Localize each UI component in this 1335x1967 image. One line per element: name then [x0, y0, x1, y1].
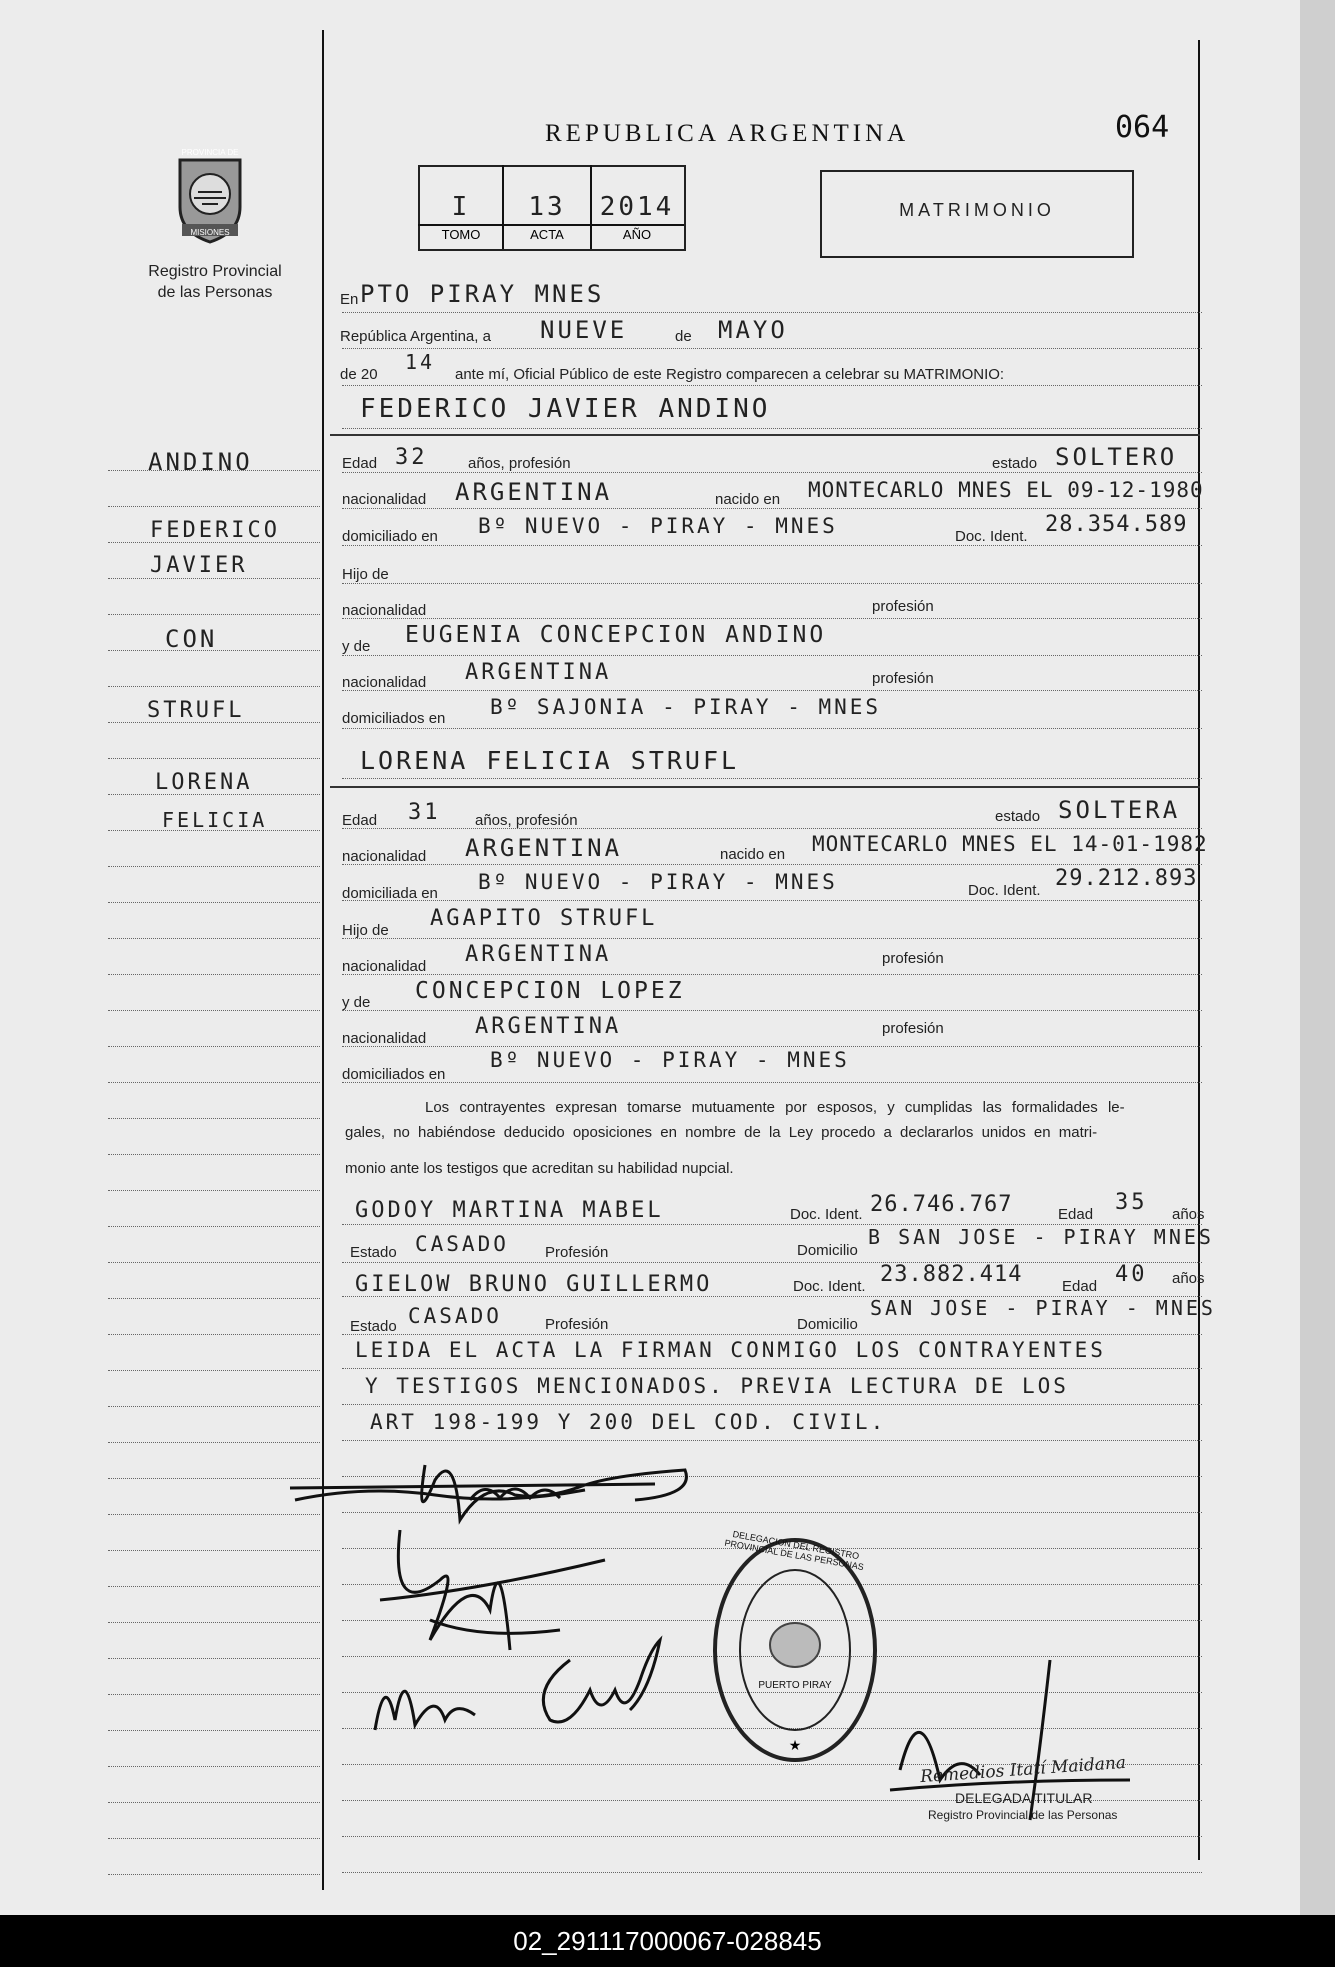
witness1-age: 35	[1115, 1190, 1148, 1215]
stamp-round-text: DELEGACION DEL REGISTRO PROVINCIAL DE LAS PERSONAS	[723, 1529, 865, 1573]
tomo-label: TOMO	[441, 227, 481, 242]
month: MAYO	[718, 316, 788, 344]
margin-rule-line	[108, 614, 320, 615]
witness1-name: GODOY MARTINA MABEL	[355, 1198, 664, 1223]
acta-value: 13	[528, 192, 566, 222]
republica-label: República Argentina, a	[340, 328, 491, 345]
de-label: de	[675, 328, 692, 345]
groom-anos-label: años, profesión	[468, 455, 571, 472]
stamp-center-text: PUERTO PIRAY	[758, 1680, 832, 1691]
closing-line-3: ART 198-199 Y 200 DEL COD. CIVIL.	[370, 1410, 887, 1434]
groom-hijo-label: Hijo de	[342, 566, 389, 583]
registry-name-1: Registro Provincial	[148, 263, 282, 280]
bride-edad-label: Edad	[342, 812, 378, 829]
margin-rule-line	[108, 794, 320, 795]
bride-doms-label: domiciliados en	[342, 1066, 446, 1083]
witness1-anos-label: años	[1172, 1206, 1205, 1223]
margin-rule-line	[108, 974, 320, 975]
bride-anos-label: años, profesión	[475, 812, 578, 829]
groom-address: Bº NUEVO - PIRAY - MNES	[478, 514, 838, 538]
groom-edad-label: Edad	[342, 455, 378, 472]
witness2-estado-label: Estado	[350, 1318, 397, 1335]
margin-rule-line	[108, 470, 320, 471]
witness2-doc: 23.882.414	[880, 1262, 1023, 1287]
margin-note: ANDINO	[148, 448, 253, 476]
registry-name-2: de las Personas	[157, 284, 273, 301]
groom-doc-label: Doc. Ident.	[955, 528, 1028, 545]
page-edge	[1300, 0, 1335, 1915]
bride-birth: MONTECARLO MNES EL 14-01-1982	[812, 832, 1208, 856]
groom-age: 32	[395, 445, 428, 470]
margin-rule-line	[108, 1190, 320, 1191]
country-title: REPUBLICA ARGENTINA	[545, 120, 910, 147]
rule-line	[342, 1872, 1202, 1873]
margin-note: JAVIER	[150, 553, 248, 578]
bride-doc-label: Doc. Ident.	[968, 882, 1041, 899]
bride-mnat-label: nacionalidad	[342, 1030, 427, 1047]
act-type: MATRIMONIO	[899, 200, 1055, 220]
seal-text-bottom: MISIONES	[190, 228, 230, 237]
tomo-value: I	[451, 192, 471, 222]
officer-title: DELEGADA TITULAR	[955, 1790, 1093, 1806]
closing-line-1: LEIDA EL ACTA LA FIRMAN CONMIGO LOS CONTRAYENTES	[355, 1338, 1106, 1362]
groom-parents-address: Bº SAJONIA - PIRAY - MNES	[490, 695, 882, 719]
day: NUEVE	[540, 316, 628, 344]
signature-witness1	[365, 1650, 485, 1745]
bride-dom-label: domiciliada en	[342, 885, 438, 902]
year-suffix: 14	[405, 350, 436, 374]
witness1-address: B SAN JOSE - PIRAY MNES	[868, 1225, 1214, 1249]
witness1-prof-label: Profesión	[545, 1244, 609, 1261]
margin-rule-line	[108, 1154, 320, 1155]
margin-rule-line	[108, 1766, 320, 1767]
bride-nacido-label: nacido en	[720, 846, 786, 863]
margin-rule-line	[108, 902, 320, 903]
margin-rule-line	[108, 1334, 320, 1335]
groom-doc: 28.354.589	[1045, 512, 1188, 537]
margin-note: FELICIA	[162, 808, 268, 832]
box-divider	[418, 224, 684, 226]
declaration-line-1: Los contrayentes expresan tomarse mutuamente por esposos, y cumplidas las formalidades le-	[425, 1099, 1125, 1116]
bride-father: AGAPITO STRUFL	[430, 906, 658, 931]
witness2-age: 40	[1115, 1262, 1148, 1287]
section-rule	[330, 786, 1200, 788]
margin-rule-line	[108, 1046, 320, 1047]
rule-line	[342, 1836, 1202, 1837]
margin-rule-line	[108, 1226, 320, 1227]
witness1-dom-label: Domicilio	[797, 1242, 858, 1259]
witness2-name: GIELOW BRUNO GUILLERMO	[355, 1272, 713, 1297]
groom-mother: EUGENIA CONCEPCION ANDINO	[405, 622, 827, 648]
margin-rule-line	[108, 758, 320, 759]
groom-doms-label: domiciliados en	[342, 710, 446, 727]
bride-address: Bº NUEVO - PIRAY - MNES	[478, 870, 838, 894]
groom-estado-label: estado	[992, 455, 1038, 472]
witness1-estado: CASADO	[415, 1232, 509, 1256]
margin-divider	[322, 30, 324, 1890]
groom-dom-label: domiciliado en	[342, 528, 438, 545]
right-border	[1198, 40, 1200, 1860]
margin-rule-line	[108, 938, 320, 939]
witness2-dom-label: Domicilio	[797, 1316, 858, 1333]
margin-rule-line	[108, 1298, 320, 1299]
groom-mother-nationality: ARGENTINA	[465, 660, 612, 685]
page-number: 064	[1115, 110, 1170, 145]
bride-nat-label: nacionalidad	[342, 848, 427, 865]
margin-rule-line	[108, 1730, 320, 1731]
bride-prof-label: profesión	[882, 950, 944, 967]
margin-rule-line	[108, 650, 320, 651]
year-prefix: de 20	[340, 366, 378, 383]
margin-note: CON	[165, 625, 218, 653]
margin-note: FEDERICO	[150, 518, 280, 543]
declaration-line-3: monio ante los testigos que acreditan su habilidad nupcial.	[345, 1160, 734, 1177]
margin-rule-line	[108, 1694, 320, 1695]
margin-rule-line	[108, 1550, 320, 1551]
bride-yde-label: y de	[342, 994, 371, 1011]
margin-note: LORENA	[155, 770, 253, 795]
groom-birth: MONTECARLO MNES EL 09-12-1980	[808, 478, 1204, 502]
groom-mprof-label: profesión	[872, 670, 934, 687]
scan-file-id: 02_291117000067-028845	[0, 1915, 1335, 1967]
ano-label: AÑO	[622, 227, 652, 242]
margin-rule-line	[108, 578, 320, 579]
svg-text:★: ★	[788, 1738, 802, 1754]
bride-fnat-label: nacionalidad	[342, 958, 427, 975]
witness2-prof-label: Profesión	[545, 1316, 609, 1333]
groom-nat-label: nacionalidad	[342, 491, 427, 508]
margin-rule-line	[108, 1586, 320, 1587]
margin-rule-line	[108, 1802, 320, 1803]
margin-note: STRUFL	[147, 698, 245, 723]
bride-estado: SOLTERA	[1058, 796, 1181, 824]
bride-doc: 29.212.893	[1055, 866, 1198, 891]
bride-mother: CONCEPCION LOPEZ	[415, 978, 685, 1004]
margin-rule-line	[108, 686, 320, 687]
bride-parents-address: Bº NUEVO - PIRAY - MNES	[490, 1048, 850, 1072]
witness1-estado-label: Estado	[350, 1244, 397, 1261]
intro-text: ante mí, Oficial Público de este Registro comparecen a celebrar su MATRIMONIO:	[455, 366, 1005, 383]
witness1-edad-label: Edad	[1058, 1206, 1094, 1223]
margin-rule-line	[108, 1838, 320, 1839]
witness1-doc-label: Doc. Ident.	[790, 1206, 863, 1223]
bride-mprof-label: profesión	[882, 1020, 944, 1037]
groom-name: FEDERICO JAVIER ANDINO	[360, 394, 771, 424]
groom-nacido-label: nacido en	[715, 491, 781, 508]
closing-line-2: Y TESTIGOS MENCIONADOS. PREVIA LECTURA DE LOS	[365, 1374, 1069, 1398]
bride-mother-nationality: ARGENTINA	[475, 1014, 622, 1039]
margin-rule-line	[108, 722, 320, 723]
officer-name: Remedios Itatí Maidana	[919, 1752, 1127, 1788]
margin-rule-line	[108, 830, 320, 831]
groom-yde-label: y de	[342, 638, 371, 655]
groom-mnat-label: nacionalidad	[342, 674, 427, 691]
margin-rule-line	[108, 1010, 320, 1011]
margin-rule-line	[108, 542, 320, 543]
officer-org: Registro Provincial de las Personas	[928, 1808, 1118, 1822]
bride-father-nationality: ARGENTINA	[465, 942, 612, 967]
bride-nationality: ARGENTINA	[465, 834, 623, 862]
margin-rule-line	[108, 1658, 320, 1659]
margin-rule-line	[108, 1406, 320, 1407]
en-label: En	[340, 291, 359, 308]
margin-rule-line	[108, 1370, 320, 1371]
witness2-address: SAN JOSE - PIRAY - MNES	[870, 1296, 1216, 1320]
bride-estado-label: estado	[995, 808, 1041, 825]
bride-age: 31	[408, 800, 441, 825]
witness2-doc-label: Doc. Ident.	[793, 1278, 866, 1295]
declaration-line-2: gales, no habiéndose deducido oposiciones en nombre de la Ley procedo a declararlos unidos en matri-	[345, 1124, 1098, 1141]
witness2-anos-label: años	[1172, 1270, 1205, 1287]
margin-rule-line	[108, 866, 320, 867]
bride-name: LORENA FELICIA STRUFL	[360, 746, 740, 775]
witness2-estado: CASADO	[408, 1304, 502, 1328]
groom-fnat-label: nacionalidad	[342, 602, 427, 619]
ano-value: 2014	[599, 192, 675, 222]
acta-label: ACTA	[530, 227, 564, 242]
section-rule	[330, 434, 1200, 436]
groom-estado: SOLTERO	[1055, 443, 1178, 471]
margin-rule-line	[108, 1118, 320, 1119]
witness1-doc: 26.746.767	[870, 1192, 1013, 1217]
signature-witness2	[530, 1630, 670, 1745]
margin-rule-line	[108, 506, 320, 507]
place: PTO PIRAY MNES	[360, 280, 605, 308]
groom-nationality: ARGENTINA	[455, 478, 613, 506]
witness2-edad-label: Edad	[1062, 1278, 1098, 1295]
margin-rule-line	[108, 1262, 320, 1263]
margin-rule-line	[108, 1874, 320, 1875]
seal-text-top: PROVINCIA DE	[181, 148, 239, 157]
margin-rule-line	[108, 1622, 320, 1623]
groom-prof-label: profesión	[872, 598, 934, 615]
bride-hijo-label: Hijo de	[342, 922, 389, 939]
margin-rule-line	[108, 1082, 320, 1083]
